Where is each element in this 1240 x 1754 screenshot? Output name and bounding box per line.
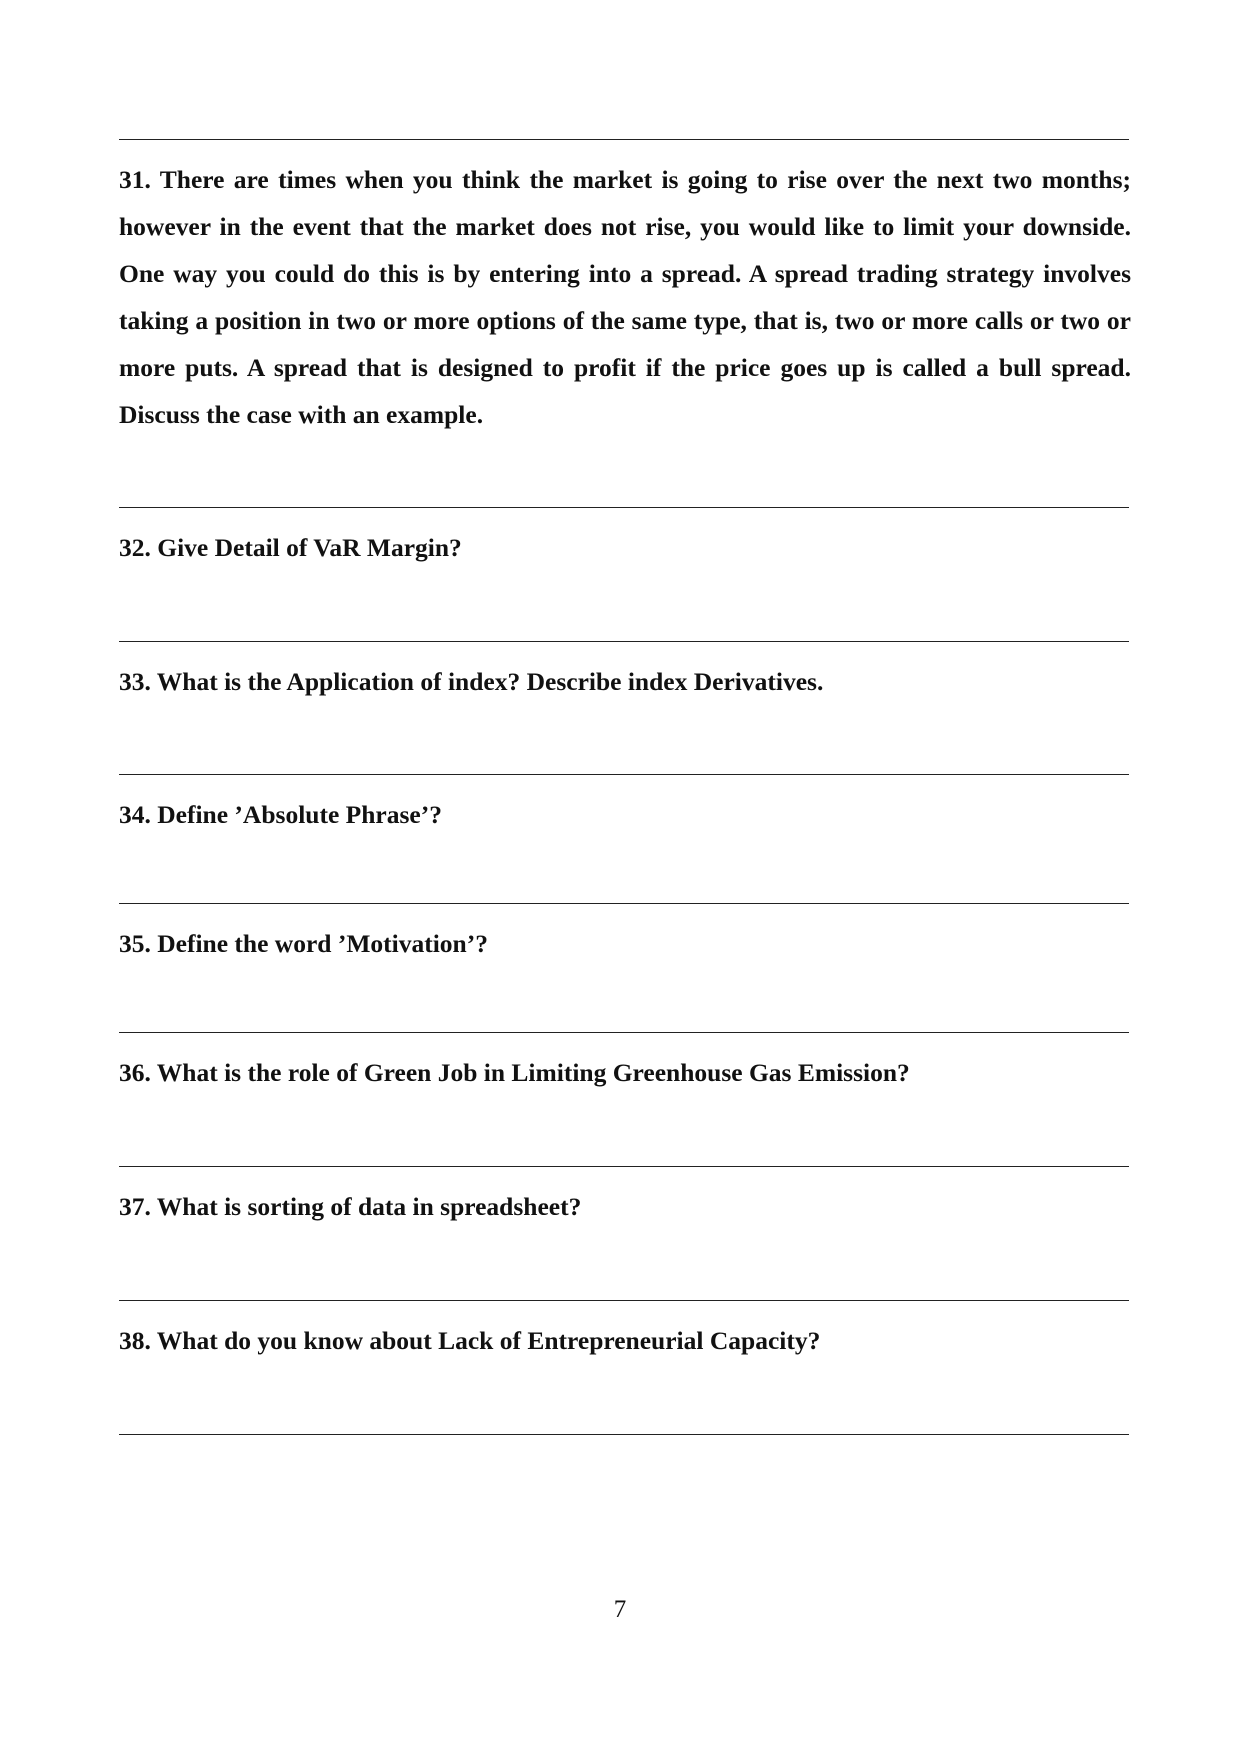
question-38: 38. What do you know about Lack of Entrepreneurial Capacity?: [119, 1326, 821, 1355]
divider: [119, 641, 1129, 642]
question-32: 32. Give Detail of VaR Margin?: [119, 533, 462, 562]
divider: [119, 1032, 1129, 1033]
question-35: 35. Define the word ’Motivation’?: [119, 929, 488, 958]
question-31: 31. There are times when you think the market is going to rise over the next two months; however in the event that the market does not rise, you would like to limit your downside. One way you could do this is by entering into a spread. A spread trading strategy involves taking a position in two or more options of the same type, that is, two or more calls or two or more puts. A spread that is designed to profit if the price goes up is called a bull spread. Discuss the case with an example.: [119, 165, 1131, 429]
divider: [119, 903, 1129, 904]
question-34: 34. Define ’Absolute Phrase’?: [119, 800, 442, 829]
divider: [119, 1434, 1129, 1435]
divider: [119, 774, 1129, 775]
question-37: 37. What is sorting of data in spreadsheet?: [119, 1192, 582, 1221]
question-33: 33. What is the Application of index? Describe index Derivatives.: [119, 667, 824, 696]
page-number: 7: [613, 1596, 627, 1623]
divider: [119, 507, 1129, 508]
divider: [119, 1166, 1129, 1167]
divider: [119, 1300, 1129, 1301]
divider: [119, 139, 1129, 140]
question-36: 36. What is the role of Green Job in Limiting Greenhouse Gas Emission?: [119, 1058, 910, 1087]
